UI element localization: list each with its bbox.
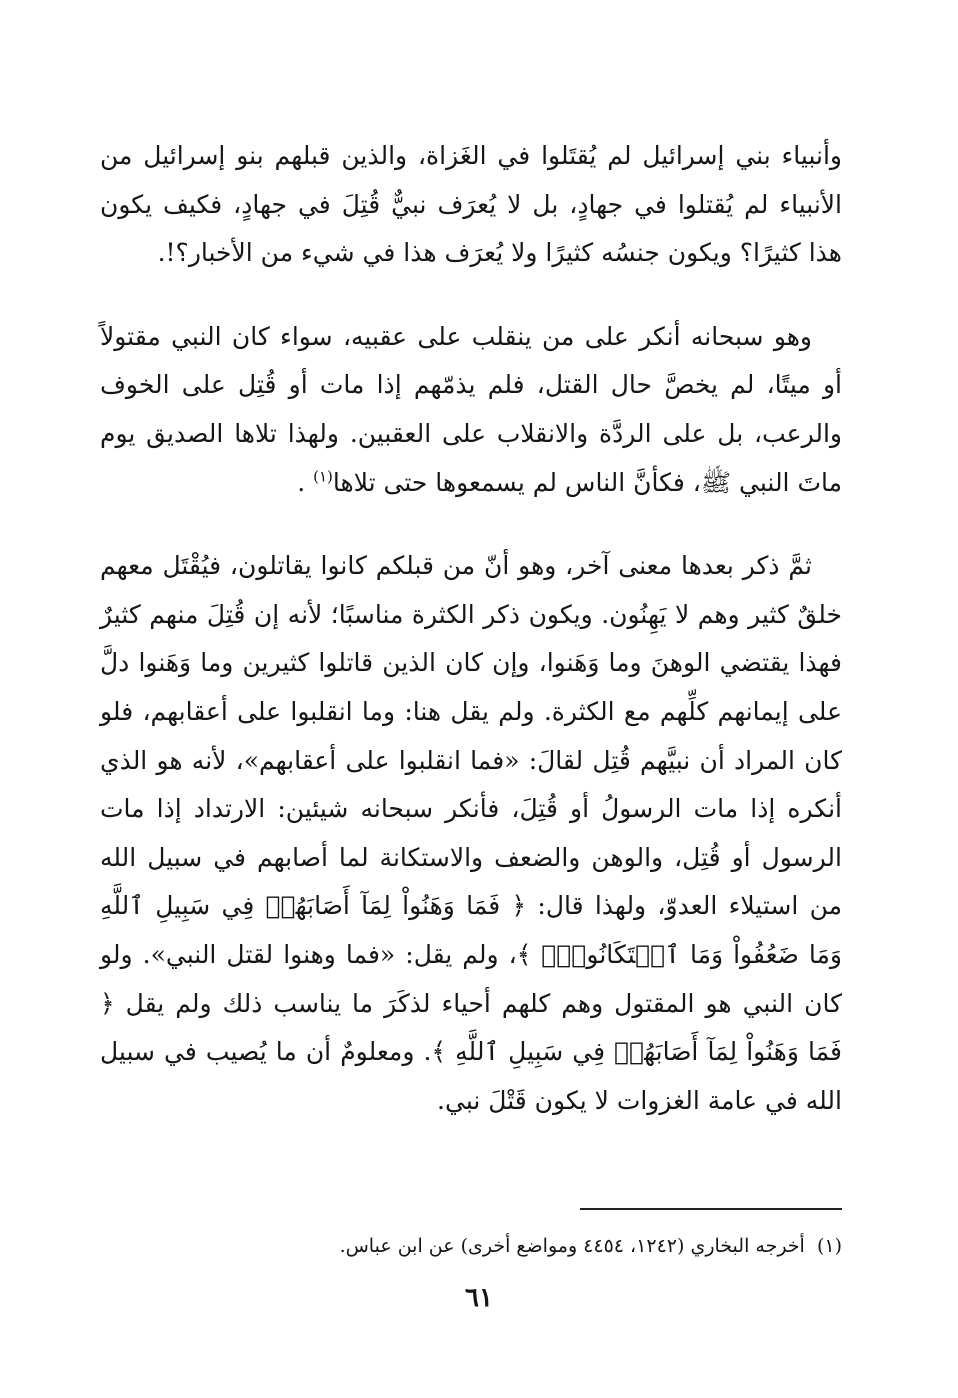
paragraph-2-text: وهو سبحانه أنكر على من ينقلب على عقبيه، سواء كان النبي مقتولاً أو ميتًا، لم يخصَّ حال القتل، فلم يذمّهم إذا مات أو قُتِل على الخوف والرعب، بل على الردَّة والانقلاب على العقبين. ولهذا تلاها الصديق يوم ماتَ النبي ﷺ، فكأنَّ الناس لم يسمعوها حتى تلاها — [100, 321, 842, 497]
paragraph-2 — [100, 313, 842, 507]
page-number: ٦١ — [465, 1283, 493, 1313]
footnote-reference: (١) — [313, 467, 333, 486]
footnote-divider — [580, 1208, 842, 1210]
paragraph-2-end: . — [297, 467, 306, 497]
paragraph-1: وأنبياء بني إسرائيل لم يُقتَلوا في الغَزاة، والذين قبلهم بنو إسرائيل من الأنبياء لم يُقتلوا في جهادٍ، بل لا يُعرَف نبيٌّ قُتِلَ في جهادٍ، فكيف يكون هذا كثيرًا؟ ويكون جنسُه كثيرًا ولا يُعرَف هذا في شيء من الأخبار؟!. — [100, 141, 842, 268]
footnote-marker: (١) — [816, 1235, 842, 1257]
main-text — [100, 132, 842, 1125]
footnote — [100, 1230, 842, 1262]
footnote-text: أخرجه البخاري (١٢٤٢، ٤٤٥٤ ومواضع أخرى) عن ابن عباس. — [339, 1235, 805, 1257]
paragraph-3: ثمَّ ذكر بعدها معنى آخر، وهو أنّ من قبلكم كانوا يقاتلون، فيُقْتَل معهم خلقٌ كثير وهم لا يَهِنُون. ويكون ذكر الكثرة مناسبًا؛ لأنه إن قُتِلَ منهم كثيرٌ فهذا يقتضي الوهنَ وما وَهَنوا، وإن كان الذين قاتلوا كثيرين وما وَهَنوا دلَّ على إيمانهم كلِّهم مع الكثرة. ولم يقل هنا: وما انقلبوا على أعقابهم، فلو كان المراد أن نبيَّهم قُتِل لقالَ: «فما انقلبوا على أعقابهم»، لأنه هو الذي أنكره إذا مات الرسولُ أو قُتِلَ، فأنكر سبحانه شيئين: الارتداد إذا مات الرسول أو قُتِل، والوهن والضعف والاستكانة لما أصابهم في سبيل الله من استيلاء العدوّ، ولهذا قال: ﴿ فَمَا وَهَنُواْ لِمَآ أَصَابَهُمۡ فِي سَبِيلِ ٱللَّهِ وَمَا ضَعُفُواْ وَمَا ٱسۡتَكَانُواْۗ ﴾، ولم يقل: «فما وهنوا لقتل النبي». ولو كان النبي هو المقتول وهم كلهم أحياء لذكَرَ ما يناسب ذلك ولم يقل ﴿ فَمَا وَهَنُواْ لِمَآ أَصَابَهُمۡ فِي سَبِيلِ ٱللَّهِ ﴾. ومعلومٌ أن ما يُصيب في سبيل الله في عامة الغزوات لا يكون قَتْلَ نبي. — [100, 551, 842, 1115]
